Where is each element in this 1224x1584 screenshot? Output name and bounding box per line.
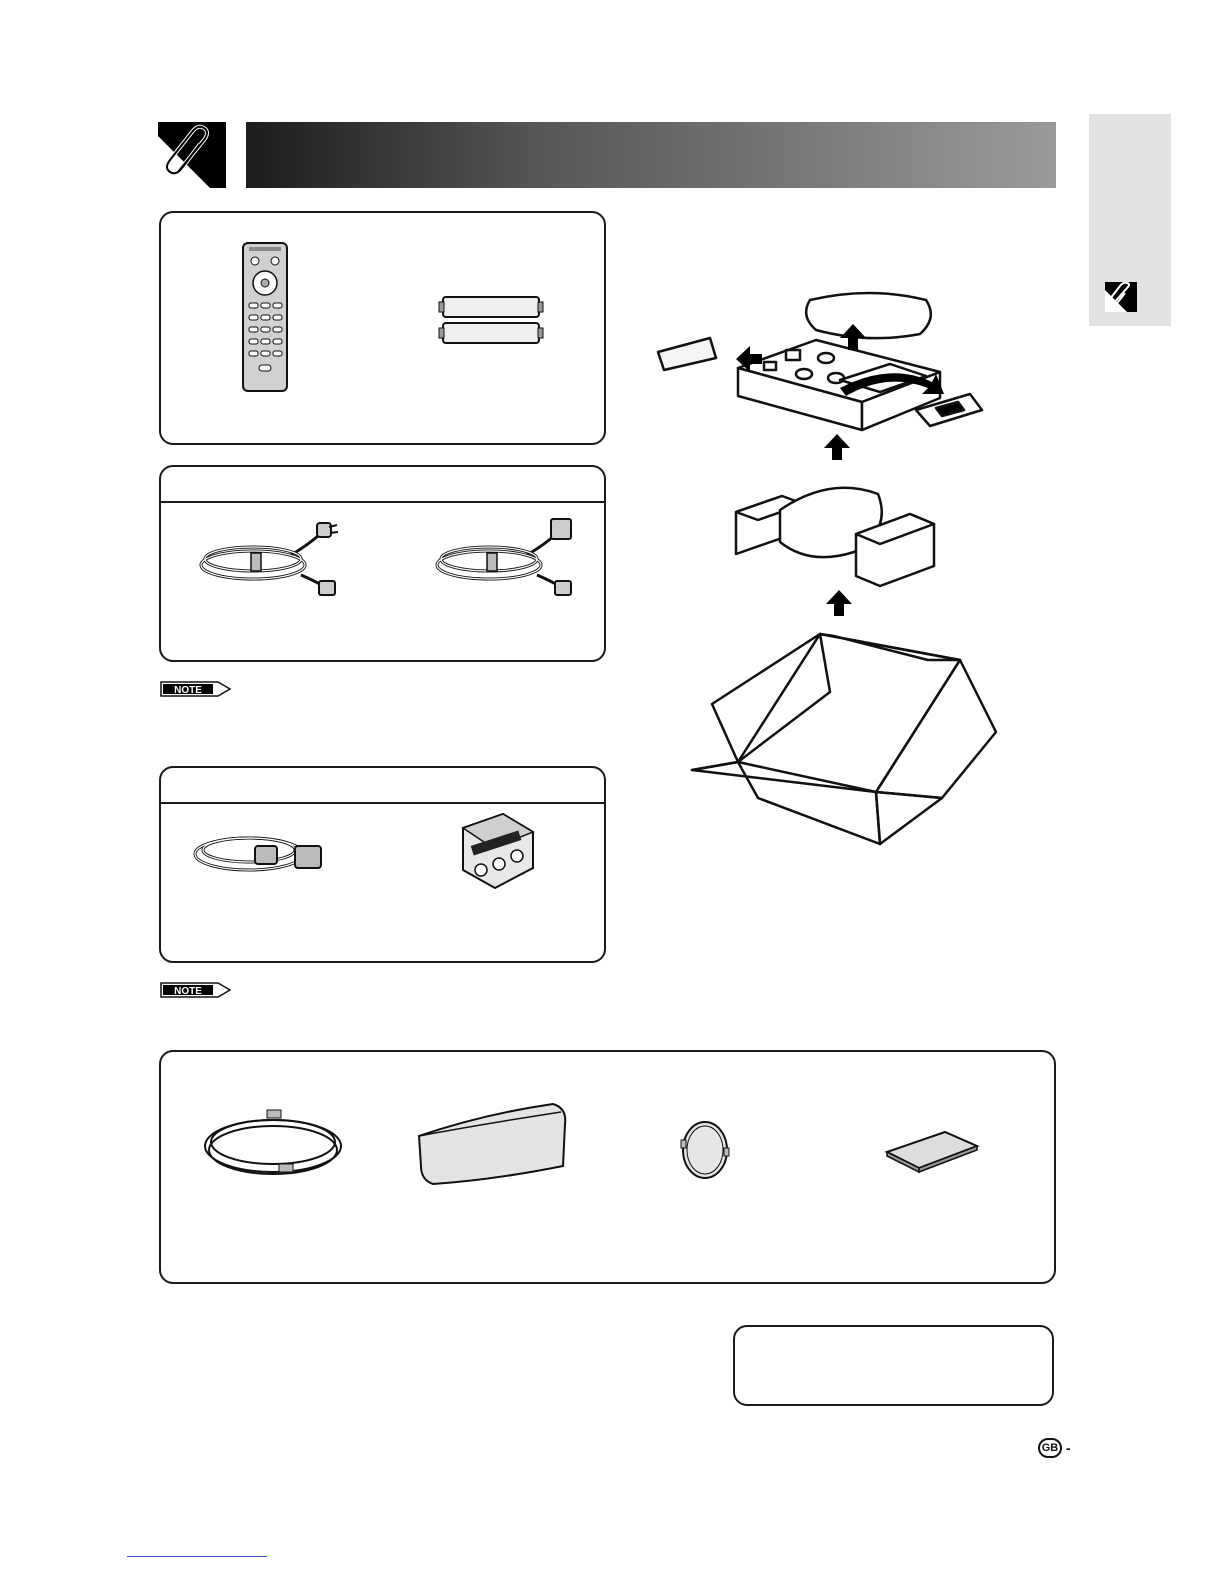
header-paperclip-icon xyxy=(158,122,226,188)
power-cord-box xyxy=(159,465,606,662)
footer-link-underline[interactable] xyxy=(127,1556,267,1557)
misc-accessories-box xyxy=(159,1050,1056,1284)
note-tag xyxy=(160,681,232,697)
unpacking-illustration xyxy=(640,280,1010,860)
lens-cap-illustration xyxy=(679,1118,731,1182)
power-cord-box-header xyxy=(161,467,604,503)
cable-box xyxy=(159,766,606,963)
batteries-illustration xyxy=(437,293,545,349)
remote-control-illustration xyxy=(241,241,289,393)
svg-text:NOTE: NOTE xyxy=(174,685,202,696)
power-cord-uk-illustration xyxy=(427,515,577,601)
info-box xyxy=(733,1325,1054,1406)
manual-illustration xyxy=(883,1130,981,1174)
remote-battery-box xyxy=(159,211,606,445)
note-tag xyxy=(160,982,232,998)
carrying-case-illustration xyxy=(413,1100,569,1188)
svg-text:NOTE: NOTE xyxy=(174,986,202,997)
scart-adaptor-illustration xyxy=(453,808,543,898)
power-cord-eu-illustration xyxy=(191,515,341,601)
rgb-cable-illustration xyxy=(191,824,331,884)
cable-box-header xyxy=(161,768,604,804)
paperclip-icon xyxy=(1105,282,1137,312)
page-number-dash: - xyxy=(1066,1440,1071,1456)
section-title-bar xyxy=(246,122,1056,188)
remote-cable-illustration xyxy=(201,1106,347,1182)
locale-badge: GB xyxy=(1038,1438,1062,1458)
